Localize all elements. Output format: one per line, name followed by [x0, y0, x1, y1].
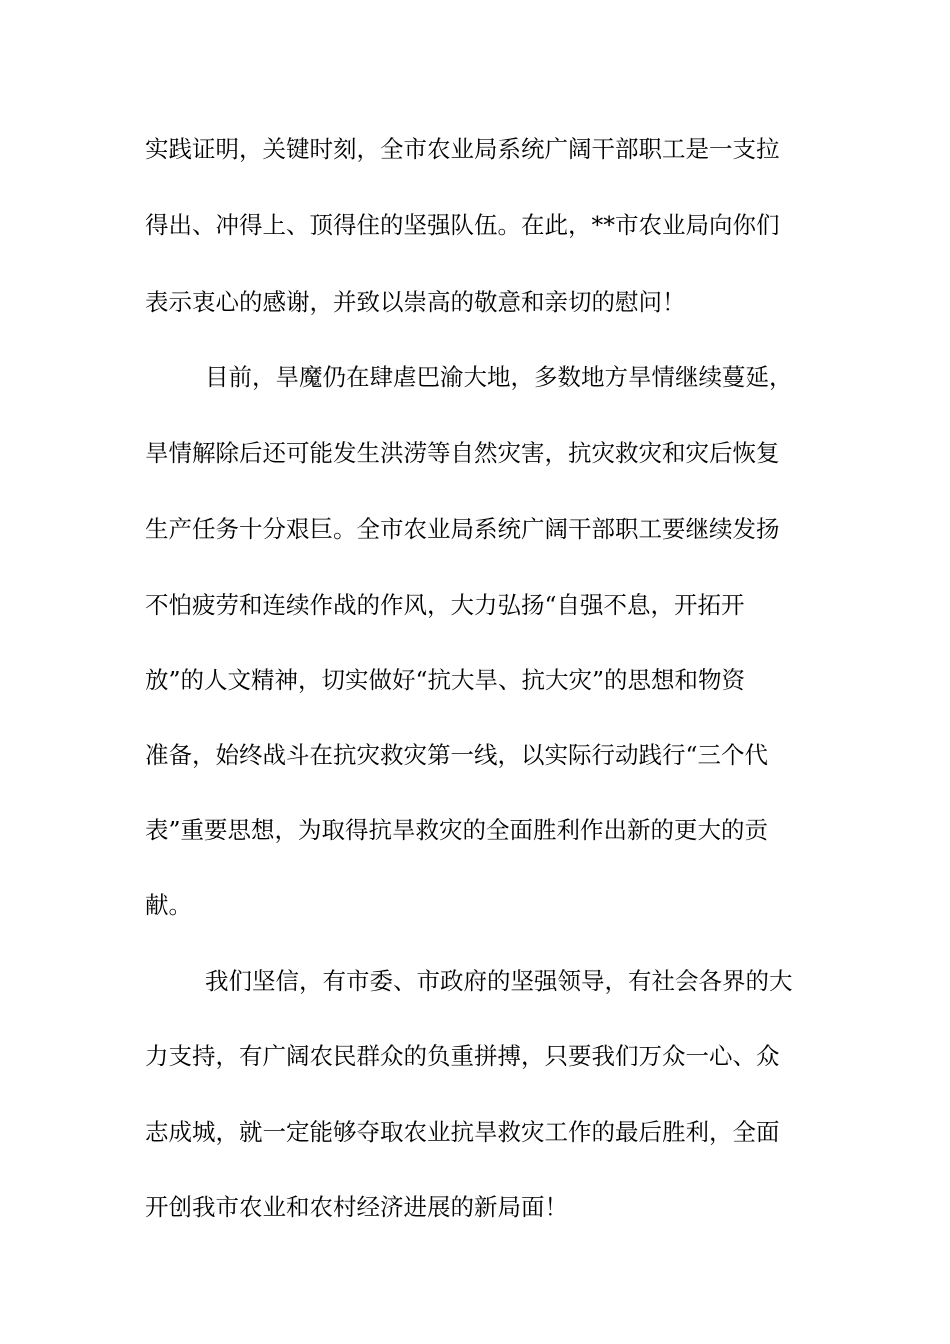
text-line: 目前，旱魔仍在肆虐巴渝大地，多数地方旱情继续蔓延， — [205, 363, 793, 391]
text-line: 表”重要思想，为取得抗旱救灾的全面胜利作出新的更大的贡 — [145, 816, 769, 844]
text-line: 得出、冲得上、顶得住的坚强队伍。在此，**市农业局向你们 — [145, 211, 780, 239]
text-line: 表示衷心的感谢，并致以崇高的敬意和亲切的慰问！ — [145, 288, 686, 316]
text-line: 准备，始终战斗在抗灾救灾第一线，以实际行动践行“三个代 — [145, 741, 769, 769]
text-line: 旱情解除后还可能发生洪涝等自然灾害，抗灾救灾和灾后恢复 — [145, 439, 780, 467]
text-line: 我们坚信，有市委、市政府的坚强领导，有社会各界的大 — [205, 967, 793, 995]
text-line: 不怕疲劳和连续作战的作风，大力弘扬“自强不息，开拓开 — [145, 591, 745, 619]
text-line: 力支持，有广阔农民群众的负重拼搏，只要我们万众一心、众 — [145, 1042, 780, 1070]
text-line: 生产任务十分艰巨。全市农业局系统广阔干部职工要继续发扬 — [145, 515, 780, 543]
text-line: 开创我市农业和农村经济进展的新局面！ — [145, 1193, 568, 1221]
text-line: 实践证明，关键时刻，全市农业局系统广阔干部职工是一支拉 — [145, 135, 780, 163]
text-line: 献。 — [145, 891, 192, 919]
text-line: 放”的人文精神，切实做好“抗大旱、抗大灾”的思想和物资 — [145, 666, 746, 694]
text-line: 志成城，就一定能够夺取农业抗旱救灾工作的最后胜利，全面 — [145, 1118, 780, 1146]
